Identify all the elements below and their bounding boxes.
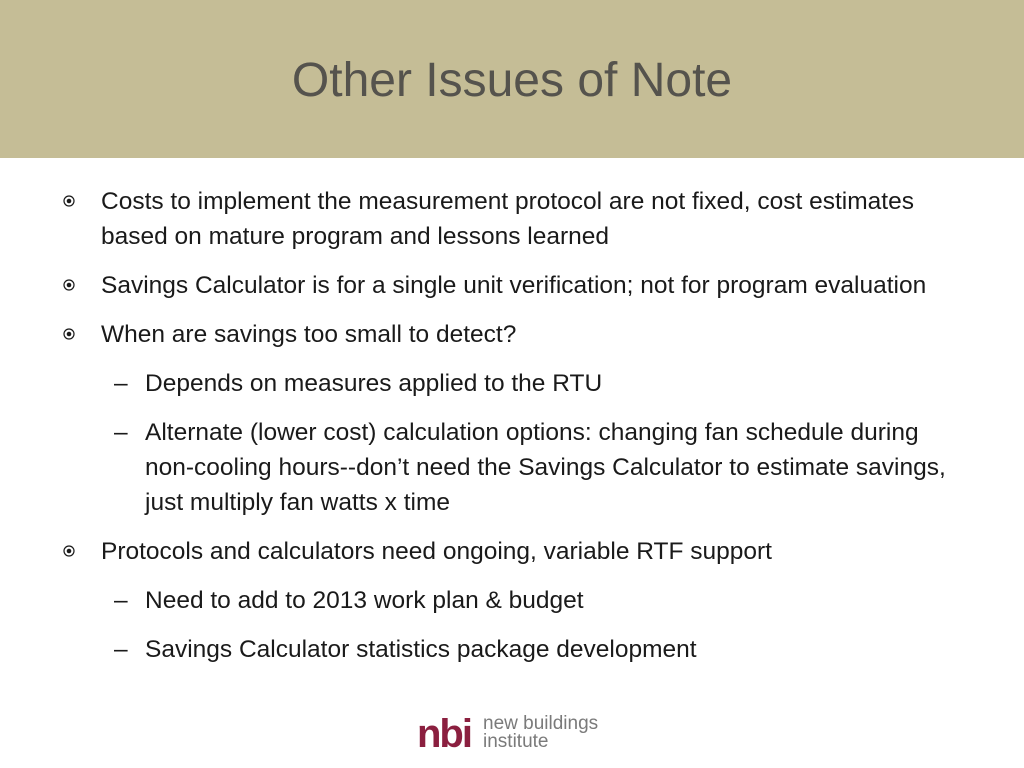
bullet-text: Protocols and calculators need ongoing, variable RTF support <box>101 538 772 565</box>
sub-bullet-item <box>0 366 1024 401</box>
logo-wordmark <box>483 715 598 751</box>
bullet-list <box>0 184 1024 681</box>
bullet-text: Costs to implement the measurement protocol are not fixed, cost estimates based on mature program and lessons learned <box>101 188 914 250</box>
bullet-item <box>0 268 1024 303</box>
dash-marker: – <box>114 370 128 397</box>
sub-bullet-item <box>0 415 1024 520</box>
sub-bullet-text: Alternate (lower cost) calculation options: changing fan schedule during non-cooling hours--don’t need the Savings Calculator to estimate savings, just multiply fan watts x time <box>145 419 946 516</box>
sub-bullet-item <box>0 583 1024 618</box>
logo-line-2: institute <box>483 731 549 752</box>
dash-marker: – <box>114 419 128 446</box>
circle-bullet-icon <box>63 545 75 557</box>
bullet-item <box>0 184 1024 254</box>
logo-line-1: new buildings <box>483 713 599 734</box>
circle-bullet-icon <box>63 328 75 340</box>
sub-bullet-item <box>0 632 1024 667</box>
sub-bullet-text: Need to add to 2013 work plan & budget <box>145 587 584 614</box>
sub-bullet-text: Savings Calculator statistics package development <box>145 636 697 663</box>
dash-marker: – <box>114 587 128 614</box>
sub-bullet-text: Depends on measures applied to the RTU <box>145 370 603 397</box>
logo-mark: nbi <box>417 712 471 756</box>
page-title: Other Issues of Note <box>291 54 733 107</box>
circle-bullet-icon <box>63 279 75 291</box>
bullet-text: When are savings too small to detect? <box>101 321 517 348</box>
dash-marker: – <box>114 636 128 663</box>
circle-bullet-icon <box>63 195 75 207</box>
nbi-logo-icon <box>417 714 627 756</box>
bullet-item <box>0 317 1024 352</box>
bullet-text: Savings Calculator is for a single unit verification; not for program evaluation <box>101 272 927 299</box>
bullet-item <box>0 534 1024 569</box>
